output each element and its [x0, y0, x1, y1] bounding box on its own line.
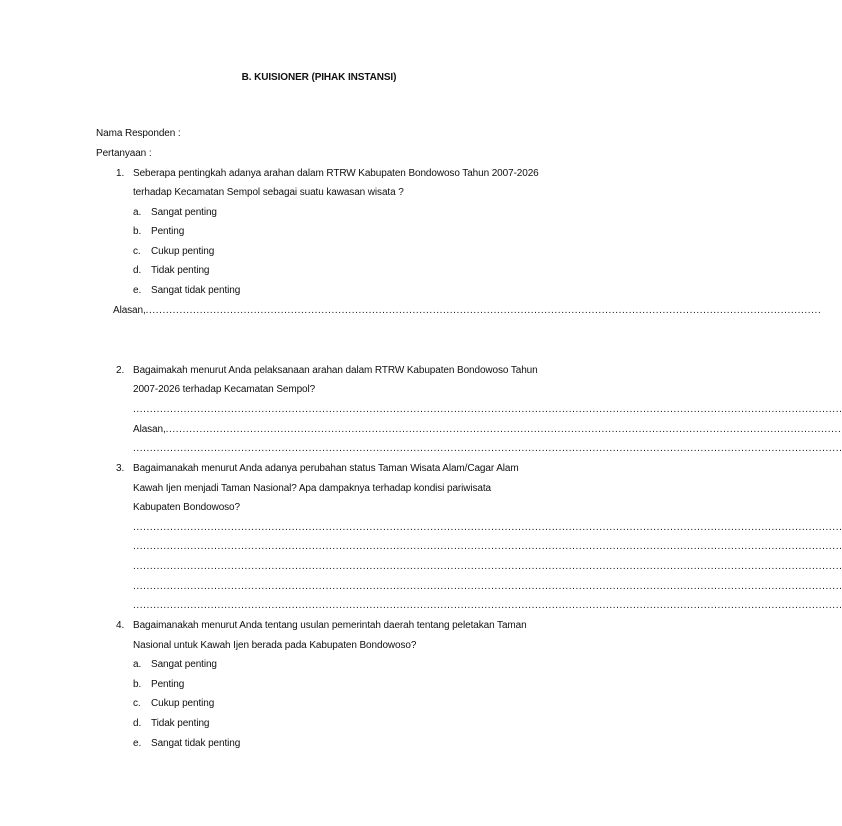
q1-option-a: Sangat penting [151, 207, 217, 218]
q1-option-a-letter: a. [133, 207, 142, 218]
q2-reason-line-2[interactable]: .................................................................................................................................................................................................................. [133, 443, 842, 454]
q2-answer-line[interactable]: .................................................................................................................................................................................................................. [133, 404, 842, 415]
q4-text-line2: Nasional untuk Kawah Ijen berada pada Kabupaten Bondowoso? [133, 640, 417, 651]
q1-option-d-letter: d. [133, 265, 142, 276]
q1-reason-label: Alasan, [113, 305, 146, 316]
questions-label: Pertanyaan : [96, 148, 152, 159]
q1-text-line2: terhadap Kecamatan Sempol sebagai suatu kawasan wisata ? [133, 187, 404, 198]
q3-answer-line-5[interactable]: .................................................................................................................................................................................................................. [133, 600, 842, 611]
q4-option-e-letter: e. [133, 738, 142, 749]
q2-text-line1: Bagaimakah menurut Anda pelaksanaan arahan dalam RTRW Kabupaten Bondowoso Tahun [133, 365, 538, 376]
q2-reason-label: Alasan, [133, 424, 166, 435]
q4-option-e: Sangat tidak penting [151, 738, 241, 749]
q1-number: 1. [116, 168, 125, 179]
q3-text-line3: Kabupaten Bondowoso? [133, 502, 240, 513]
q3-answer-line-2[interactable]: .................................................................................................................................................................................................................. [133, 541, 842, 552]
q3-text-line1: Bagaimanakah menurut Anda adanya perubahan status Taman Wisata Alam/Cagar Alam [133, 463, 519, 474]
q4-number: 4. [116, 620, 125, 631]
q1-option-e-letter: e. [133, 285, 142, 296]
q4-option-a-letter: a. [133, 659, 142, 670]
q4-option-c: Cukup penting [151, 698, 215, 709]
q2-text-line2: 2007-2026 terhadap Kecamatan Sempol? [133, 384, 316, 395]
q1-reason-line[interactable]: Alasan,........................................................................................................................................................................................................ [113, 305, 822, 316]
q4-option-b: Penting [151, 679, 185, 690]
q1-option-e: Sangat tidak penting [151, 285, 241, 296]
q3-text-line2: Kawah Ijen menjadi Taman Nasional? Apa dampaknya terhadap kondisi pariwisata [133, 483, 491, 494]
q4-option-b-letter: b. [133, 679, 142, 690]
q1-option-b: Penting [151, 226, 185, 237]
q3-answer-line-1[interactable]: .................................................................................................................................................................................................................. [133, 522, 842, 533]
q4-option-d-letter: d. [133, 718, 142, 729]
q3-answer-line-4[interactable]: .................................................................................................................................................................................................................. [133, 581, 842, 592]
q2-reason-line[interactable]: Alasan,........................................................................................................................................................................................................ [133, 424, 842, 435]
page-title: B. KUISIONER (PIHAK INSTANSI) [241, 72, 397, 83]
q1-option-c-letter: c. [133, 246, 141, 257]
q1-option-d: Tidak penting [151, 265, 210, 276]
q4-option-c-letter: c. [133, 698, 141, 709]
q1-text-line1: Seberapa pentingkah adanya arahan dalam RTRW Kabupaten Bondowoso Tahun 2007-2026 [133, 168, 539, 179]
q4-option-a: Sangat penting [151, 659, 217, 670]
q1-option-b-letter: b. [133, 226, 142, 237]
q2-number: 2. [116, 365, 125, 376]
respondent-name-label: Nama Responden : [96, 128, 181, 139]
q4-text-line1: Bagaimanakah menurut Anda tentang usulan pemerintah daerah tentang peletakan Taman [133, 620, 527, 631]
q4-option-d: Tidak penting [151, 718, 210, 729]
q3-answer-line-3[interactable]: .................................................................................................................................................................................................................. [133, 561, 842, 572]
q3-number: 3. [116, 463, 125, 474]
q1-option-c: Cukup penting [151, 246, 215, 257]
